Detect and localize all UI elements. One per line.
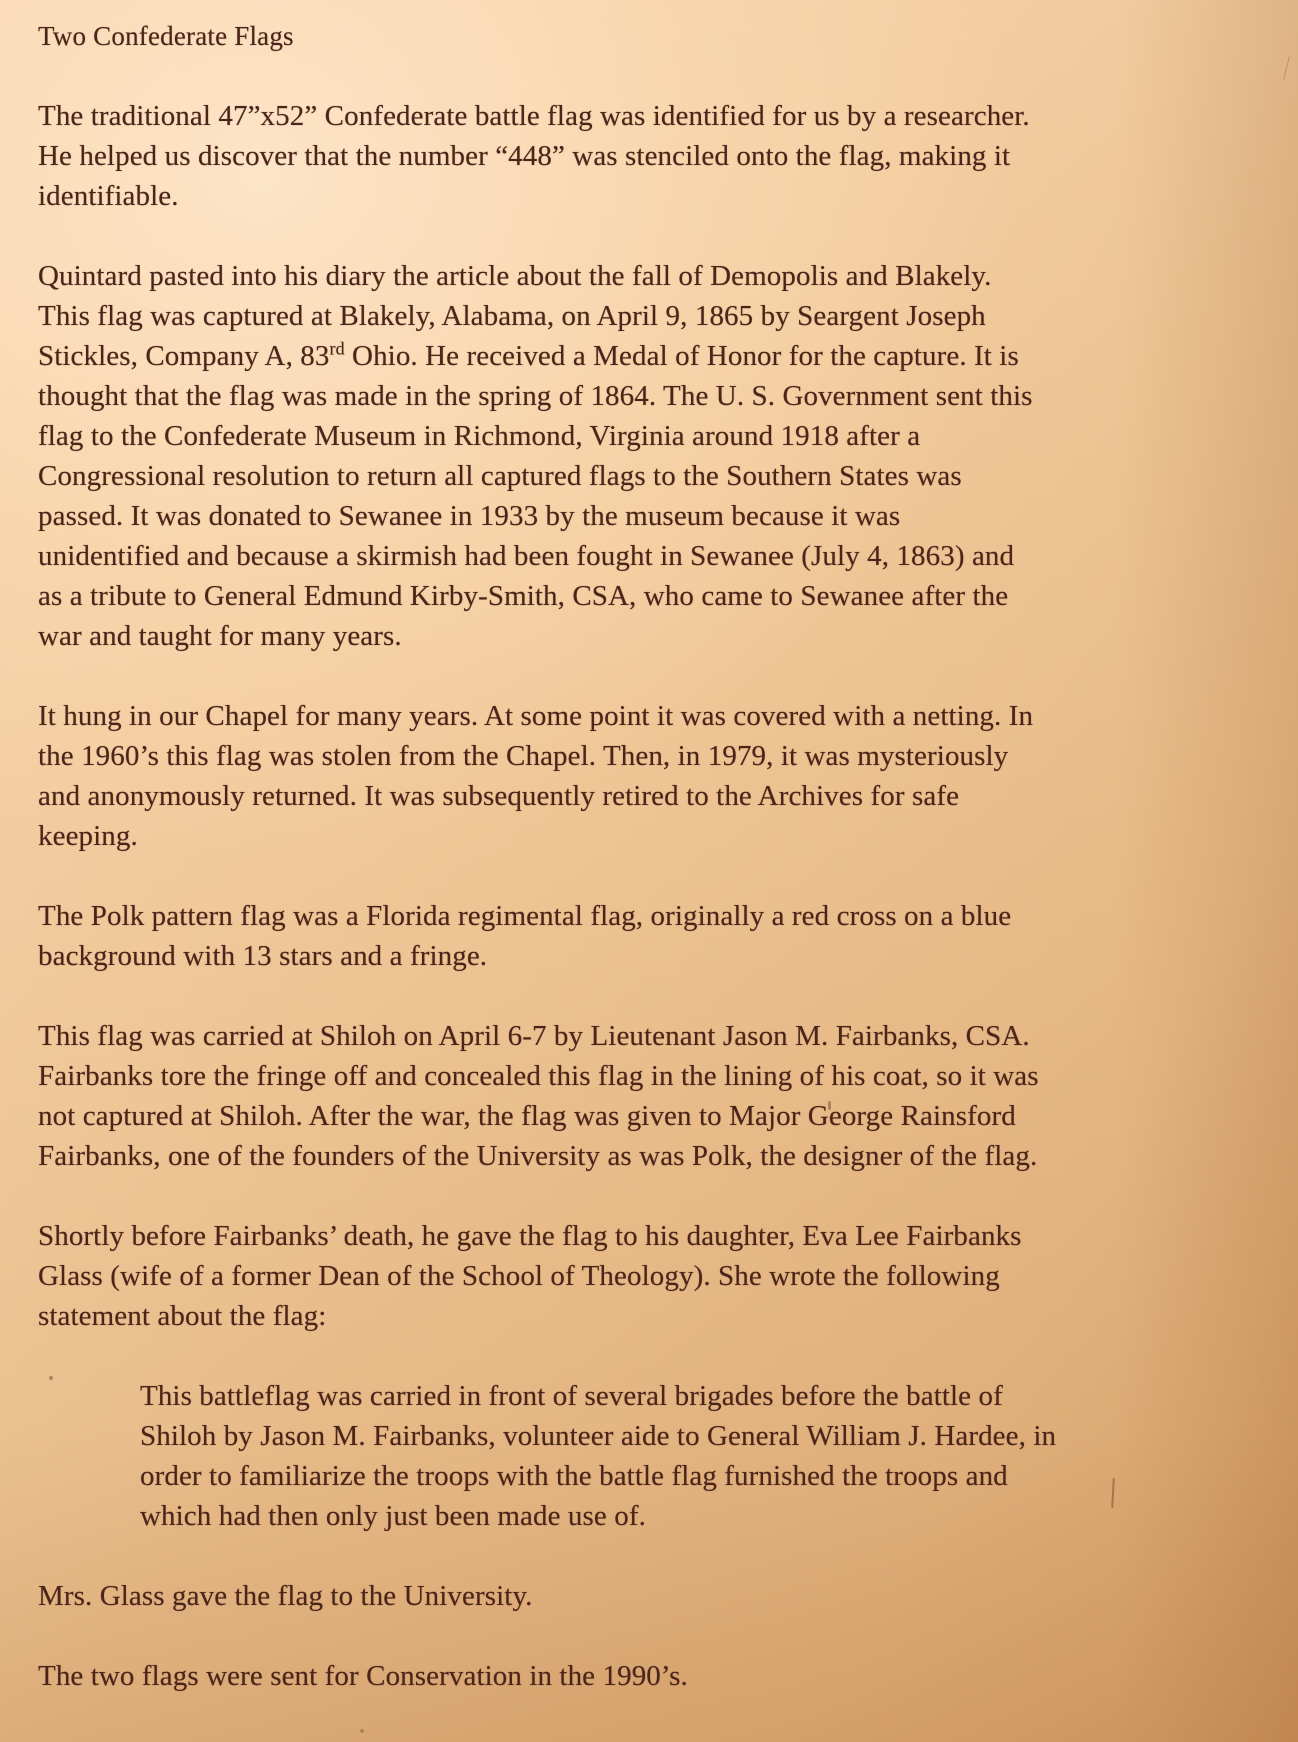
paragraph-polk-pattern-flag [38, 896, 1266, 976]
text-line [38, 816, 1266, 856]
photo-scratch-artifact [1283, 56, 1290, 80]
text-segment: Stickles, Company A, 83 [38, 340, 330, 372]
blockquote-glass-statement [140, 1376, 1266, 1536]
text-line [38, 176, 1266, 216]
text-segment: The Polk pattern flag was a Florida regimental flag, originally a red cross on a blue [38, 900, 1012, 932]
text-segment: The traditional 47”x52” Confederate battle flag was identified for us by a researcher. [38, 100, 1030, 132]
text-line [38, 696, 1266, 736]
text-segment: Quintard pasted into his diary the article about the fall of Demopolis and Blakely. [38, 260, 992, 292]
text-line [38, 896, 1266, 936]
text-line [38, 1296, 1266, 1336]
text-line [38, 96, 1266, 136]
text-line [38, 1056, 1266, 1096]
text-segment: keeping. [38, 820, 138, 852]
text-line [38, 136, 1266, 176]
text-segment: The two flags were sent for Conservation in the 1990’s. [38, 1660, 688, 1692]
text-segment: Glass (wife of a former Dean of the School of Theology). She wrote the following [38, 1260, 1000, 1292]
paragraph-battle-flag-identified [38, 96, 1266, 216]
text-segment: flag to the Confederate Museum in Richmond, Virginia around 1918 after a [38, 420, 921, 452]
text-segment: which had then only just been made use of. [140, 1500, 646, 1532]
text-segment: Shortly before Fairbanks’ death, he gave the flag to his daughter, Eva Lee Fairbanks [38, 1220, 1022, 1252]
text-segment: Ohio. He received a Medal of Honor for the capture. It is [344, 340, 1019, 372]
text-segment: background with 13 stars and a fringe. [38, 940, 488, 972]
text-segment: statement about the flag: [38, 1300, 327, 1332]
document-content [38, 16, 1266, 1736]
text-segment: Fairbanks, one of the founders of the University as was Polk, the designer of the flag. [38, 1140, 1038, 1172]
text-segment: It hung in our Chapel for many years. At some point it was covered with a netting. In [38, 700, 1034, 732]
text-segment: passed. It was donated to Sewanee in 1933 by the museum because it was [38, 500, 901, 532]
text-line [38, 296, 1266, 336]
paragraph-conservation-1990s [38, 1656, 1266, 1696]
text-segment: Fairbanks tore the fringe off and concealed this flag in the lining of his coat, so it was [38, 1060, 1039, 1092]
paragraph-quintard-capture-history [38, 256, 1266, 656]
text-line [38, 1576, 1266, 1616]
document-title: Two Confederate Flags [38, 21, 294, 51]
text-line [38, 736, 1266, 776]
text-line [38, 1096, 1266, 1136]
text-line [38, 776, 1266, 816]
text-line [38, 576, 1266, 616]
text-line [38, 1136, 1266, 1176]
text-line [38, 1216, 1266, 1256]
text-segment: Congressional resolution to return all captured flags to the Southern States was [38, 460, 962, 492]
text-segment: This flag was captured at Blakely, Alabama, on April 9, 1865 by Seargent Joseph [38, 300, 986, 332]
paragraph-fairbanks-daughter [38, 1216, 1266, 1336]
text-segment: and anonymously returned. It was subsequently retired to the Archives for safe [38, 780, 960, 812]
text-line [140, 1376, 1266, 1416]
text-segment: Shiloh by Jason M. Fairbanks, volunteer aide to General William J. Hardee, in [140, 1420, 1057, 1452]
text-line [38, 1256, 1266, 1296]
paragraph-shiloh-fairbanks [38, 1016, 1266, 1176]
text-segment: war and taught for many years. [38, 620, 402, 652]
text-segment: This flag was carried at Shiloh on April 6-7 by Lieutenant Jason M. Fairbanks, CSA. [38, 1020, 1030, 1052]
text-line [38, 416, 1266, 456]
text-segment: the 1960’s this flag was stolen from the Chapel. Then, in 1979, it was mysteriously [38, 740, 1009, 772]
text-line [38, 496, 1266, 536]
text-segment: as a tribute to General Edmund Kirby-Smith, CSA, who came to Sewanee after the [38, 580, 1009, 612]
text-line [140, 1416, 1266, 1456]
text-segment: Mrs. Glass gave the flag to the University. [38, 1580, 533, 1612]
text-segment: thought that the flag was made in the spring of 1864. The U. S. Government sent this [38, 380, 1033, 412]
text-line [38, 1656, 1266, 1696]
text-segment: not captured at Shiloh. After the war, the flag was given to Major George Rainsford [38, 1100, 1016, 1132]
text-line [38, 336, 1266, 376]
text-segment: He helped us discover that the number “448” was stenciled onto the flag, making it [38, 140, 1011, 172]
paragraph-glass-gave-flag [38, 1576, 1266, 1616]
paragraph-chapel-stolen-returned [38, 696, 1266, 856]
text-line [38, 376, 1266, 416]
text-segment: unidentified and because a skirmish had been fought in Sewanee (July 4, 1863) and [38, 540, 1015, 572]
text-line [38, 936, 1266, 976]
text-line [38, 256, 1266, 296]
text-segment: order to familiarize the troops with the battle flag furnished the troops and [140, 1460, 1008, 1492]
text-line [38, 536, 1266, 576]
text-segment: identifiable. [38, 180, 179, 212]
text-line [38, 456, 1266, 496]
ordinal-superscript: rd [329, 338, 345, 359]
text-line [38, 616, 1266, 656]
text-segment: This battleflag was carried in front of several brigades before the battle of [140, 1380, 1003, 1412]
text-line [38, 1016, 1266, 1056]
text-line [140, 1456, 1266, 1496]
text-line [140, 1496, 1266, 1536]
